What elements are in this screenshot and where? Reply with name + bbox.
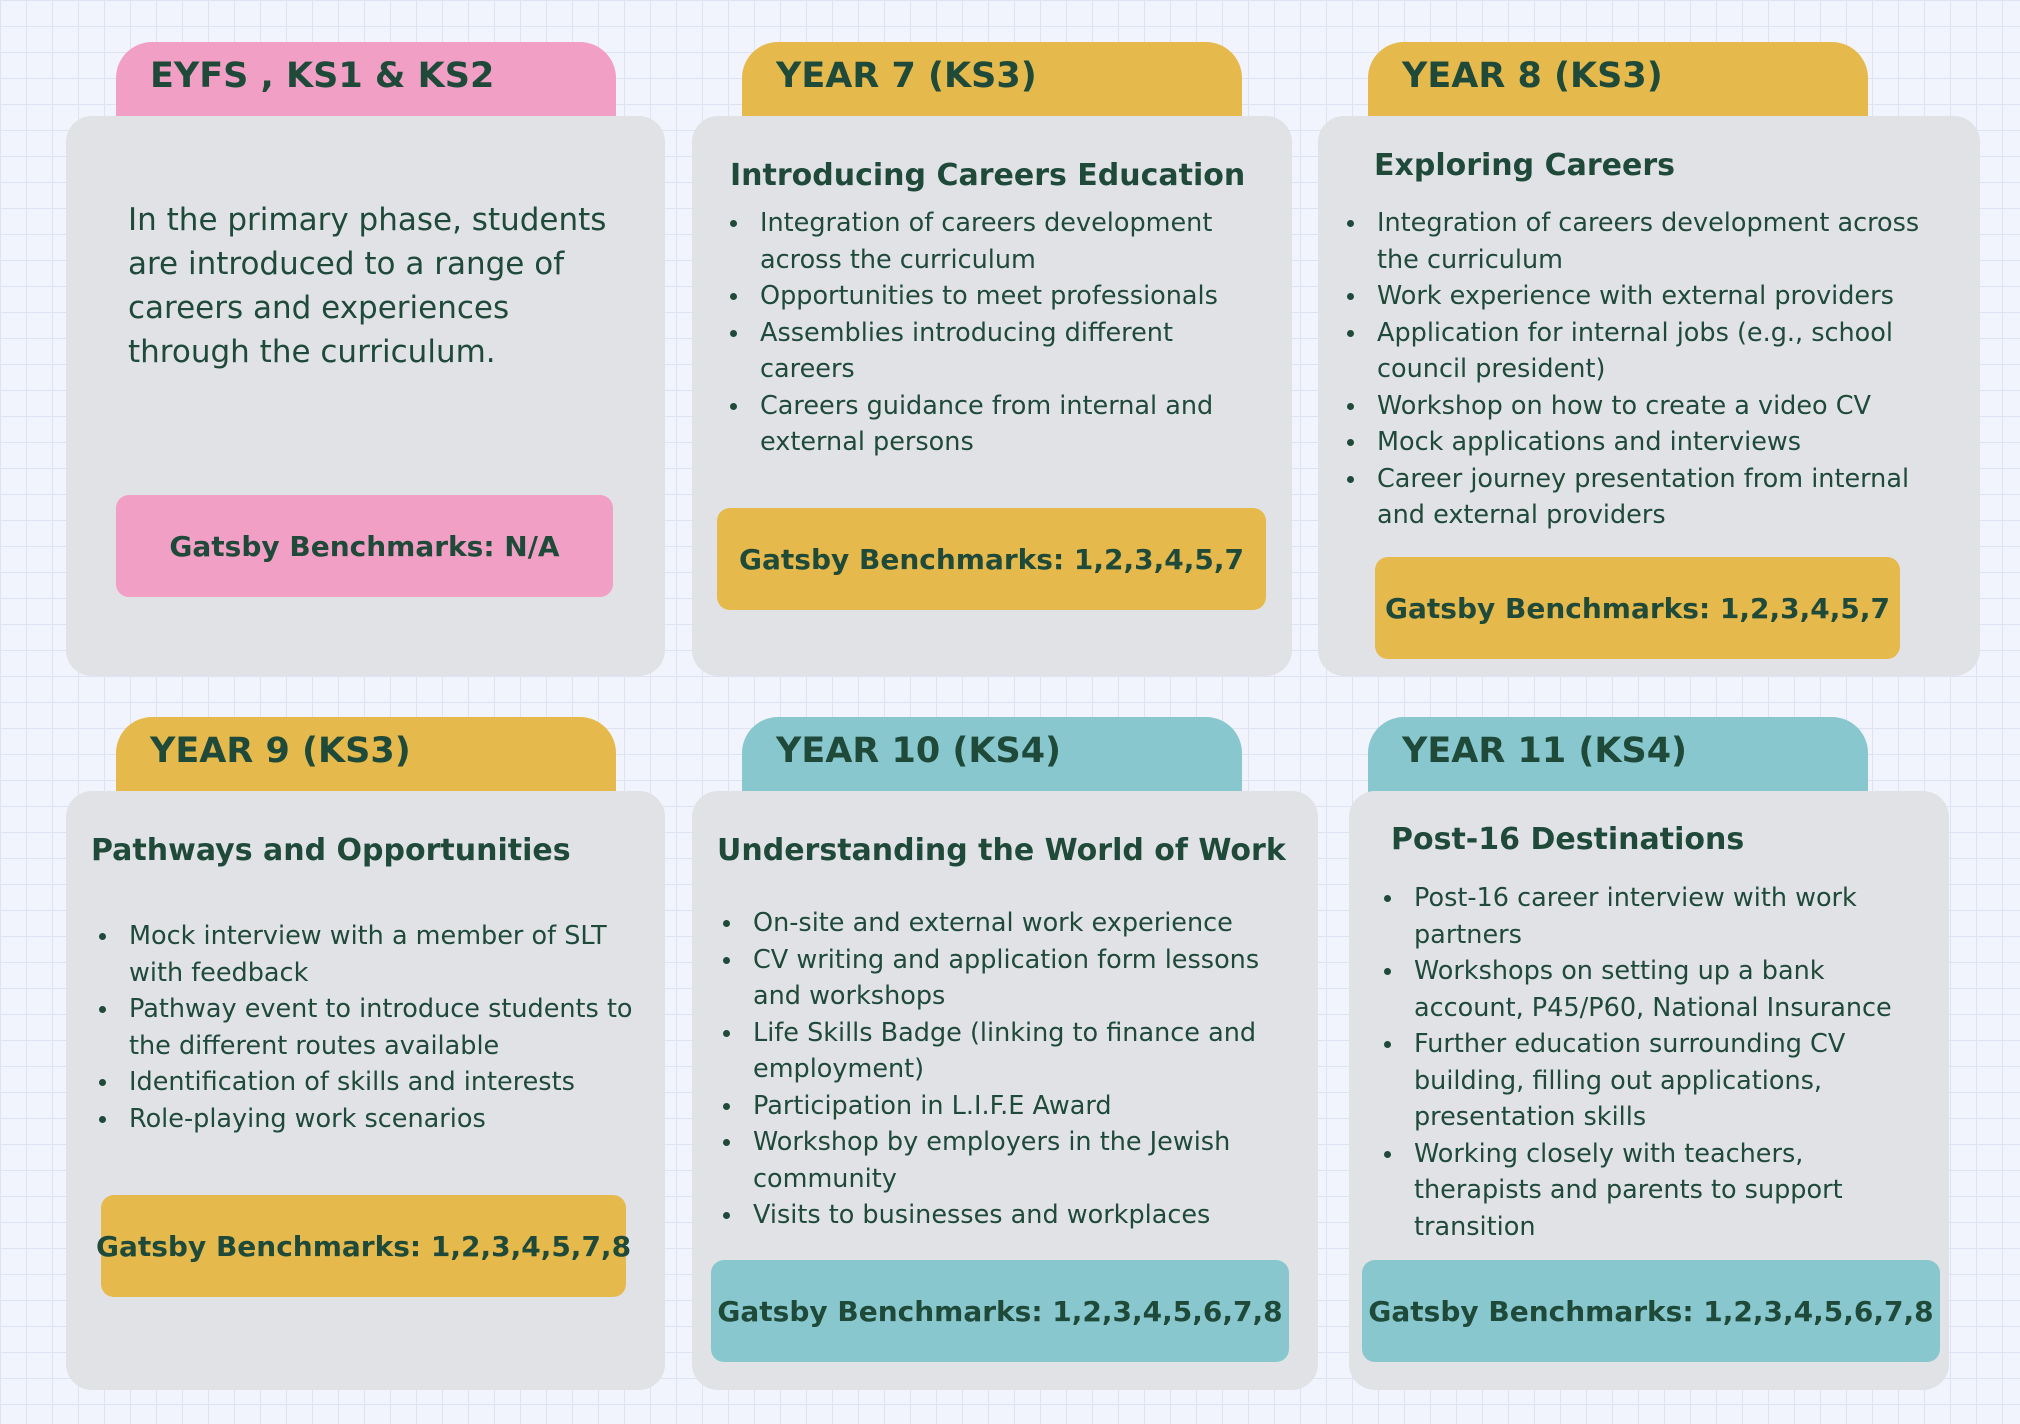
stage-heading: Post-16 Destinations — [1391, 822, 1745, 857]
stage-heading: Exploring Careers — [1374, 148, 1675, 183]
stage-tab-year-9 — [116, 717, 616, 801]
list-item: Workshops on setting up a bank account, P45/P60, National Insurance — [1381, 953, 1936, 1026]
list-item: Application for internal jobs (e.g., school council president) — [1344, 315, 1964, 388]
list-item: Mock applications and interviews — [1344, 424, 1964, 461]
list-item: CV writing and application form lessons and workshops — [720, 942, 1295, 1015]
list-item: Pathway event to introduce students to the different routes available — [96, 991, 646, 1064]
stage-tab-eyfs-ks1-ks2 — [116, 42, 616, 126]
stage-activity-list — [96, 918, 646, 1137]
stage-heading: Understanding the World of Work — [717, 833, 1286, 868]
list-item: Identification of skills and interests — [96, 1064, 646, 1101]
stage-card-year-7 — [692, 116, 1292, 676]
stage-tab-label: YEAR 10 (KS4) — [776, 731, 1062, 771]
list-item: Workshop on how to create a video CV — [1344, 388, 1964, 425]
stage-tab-label: YEAR 11 (KS4) — [1402, 731, 1688, 771]
stage-intro-text: In the primary phase, students are introduced to a range of careers and experiences through the curriculum. — [128, 202, 607, 370]
list-item: Participation in L.I.F.E Award — [720, 1088, 1295, 1125]
list-item: Working closely with teachers, therapists and parents to support transition — [1381, 1136, 1936, 1246]
gatsby-benchmarks-badge: Gatsby Benchmarks: 1,2,3,4,5,7 — [1375, 557, 1900, 659]
stage-card-year-10 — [692, 791, 1318, 1390]
stage-card-year-8 — [1318, 116, 1980, 676]
list-item: Further education surrounding CV building, filling out applications, presentation skills — [1381, 1026, 1936, 1136]
stage-activity-list — [720, 905, 1295, 1234]
list-item: Mock interview with a member of SLT with feedback — [96, 918, 646, 991]
stage-tab-label: YEAR 9 (KS3) — [150, 731, 411, 771]
gatsby-benchmarks-badge: Gatsby Benchmarks: 1,2,3,4,5,6,7,8 — [1362, 1260, 1940, 1362]
stage-activity-list — [1381, 880, 1936, 1245]
list-item: Career journey presentation from internal and external providers — [1344, 461, 1964, 534]
stage-activity-list — [727, 205, 1272, 461]
list-item: Role-playing work scenarios — [96, 1101, 646, 1138]
gatsby-benchmarks-badge: Gatsby Benchmarks: 1,2,3,4,5,6,7,8 — [711, 1260, 1289, 1362]
list-item: Workshop by employers in the Jewish community — [720, 1124, 1295, 1197]
list-item: Integration of careers development across the curriculum — [727, 205, 1272, 278]
gatsby-benchmarks-badge: Gatsby Benchmarks: 1,2,3,4,5,7 — [717, 508, 1266, 610]
stage-card-eyfs-ks1-ks2 — [66, 116, 665, 676]
stage-tab-label: YEAR 8 (KS3) — [1402, 56, 1663, 96]
stage-tab-label: EYFS , KS1 & KS2 — [150, 56, 495, 96]
list-item: Visits to businesses and workplaces — [720, 1197, 1295, 1234]
list-item: Post-16 career interview with work partners — [1381, 880, 1936, 953]
list-item: Work experience with external providers — [1344, 278, 1964, 315]
stage-tab-year-8 — [1368, 42, 1868, 126]
stage-tab-year-11 — [1368, 717, 1868, 801]
list-item: Life Skills Badge (linking to finance and employment) — [720, 1015, 1295, 1088]
gatsby-benchmarks-badge: Gatsby Benchmarks: 1,2,3,4,5,7,8 — [101, 1195, 626, 1297]
stage-tab-year-10 — [742, 717, 1242, 801]
list-item: Opportunities to meet professionals — [727, 278, 1272, 315]
list-item: Careers guidance from internal and external persons — [727, 388, 1272, 461]
list-item: Assemblies introducing different careers — [727, 315, 1272, 388]
list-item: On-site and external work experience — [720, 905, 1295, 942]
stage-heading: Pathways and Opportunities — [91, 833, 571, 868]
list-item: Integration of careers development across the curriculum — [1344, 205, 1964, 278]
gatsby-benchmarks-badge: Gatsby Benchmarks: N/A — [116, 495, 613, 597]
stage-activity-list — [1344, 205, 1964, 534]
stage-tab-label: YEAR 7 (KS3) — [776, 56, 1037, 96]
stage-card-year-9 — [66, 791, 665, 1390]
stage-heading: Introducing Careers Education — [730, 158, 1246, 193]
stage-tab-year-7 — [742, 42, 1242, 126]
stage-card-year-11 — [1349, 791, 1949, 1390]
